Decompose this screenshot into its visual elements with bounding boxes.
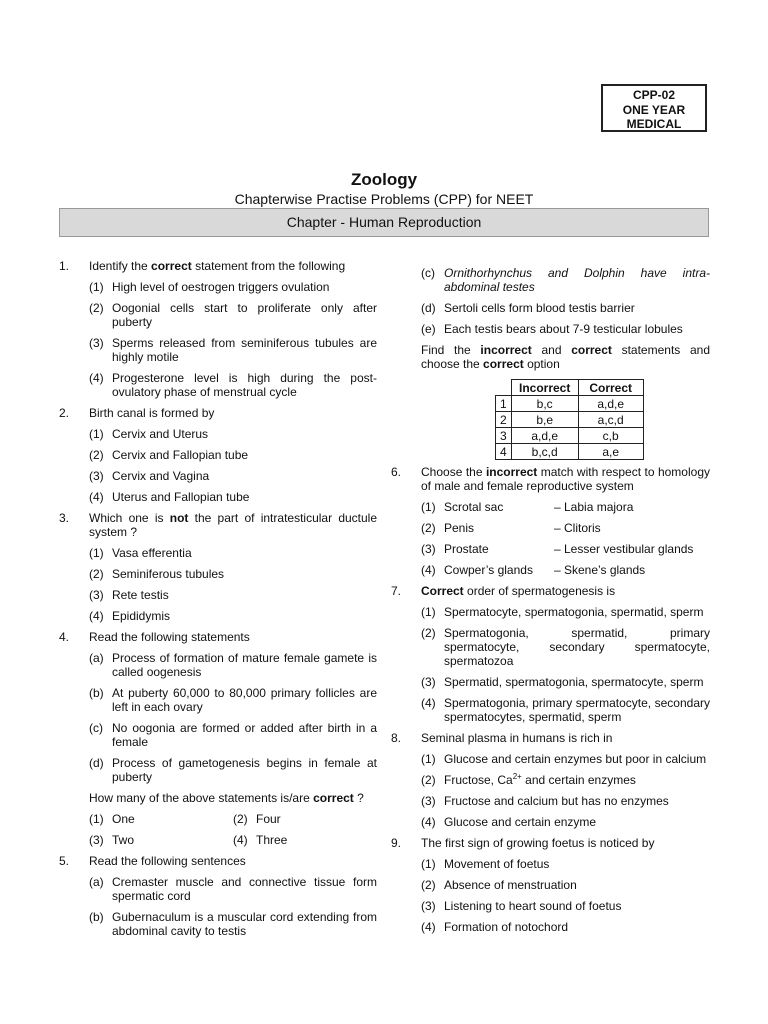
statement: (d) Process of gametogenesis begins in female at puberty <box>89 756 377 784</box>
match-option: (1) Scrotal sac – Labia majora <box>421 500 634 514</box>
match-option: (3) Prostate – Lesser vestibular glands <box>421 542 694 556</box>
option: (1) Cervix and Uterus <box>89 427 209 441</box>
course-tag-box <box>601 84 707 132</box>
match-option: (2) Penis – Clitoris <box>421 521 601 535</box>
statement: (b) Gubernaculum is a muscular cord extending from abdominal cavity to testis <box>89 910 377 938</box>
question-stem: Which one is not the part of intratesticular ductule system ? <box>89 511 378 539</box>
option: (1) Glucose and certain enzymes but poor in calcium <box>421 752 707 766</box>
question-stem: The first sign of growing foetus is noticed by <box>421 836 655 850</box>
option: (4) Three <box>233 833 288 847</box>
question-number: 9. <box>391 836 402 850</box>
statement: (d) Sertoli cells form blood testis barrier <box>421 301 635 315</box>
question-stem: Read the following sentences <box>89 854 246 868</box>
option: (2) Four <box>233 812 281 826</box>
course-duration: ONE YEAR <box>622 102 686 117</box>
question-stem: Birth canal is formed by <box>89 406 215 420</box>
question-4 <box>59 630 377 847</box>
question-3 <box>59 511 377 623</box>
option: (3) Fructose and calcium but has no enzymes <box>421 794 669 808</box>
option: (4) Progesterone level is high during the post-ovulatory phase of menstrual cycle <box>89 371 377 399</box>
answer-table <box>495 379 644 460</box>
chapter-banner: Chapter - Human Reproduction <box>59 208 709 237</box>
table-row: 1 b,c a,d,e <box>496 396 644 412</box>
options-grid <box>89 812 377 847</box>
course-stream: MEDICAL <box>626 117 682 131</box>
question-6 <box>391 465 710 577</box>
right-column <box>391 259 710 941</box>
option: (4) Glucose and certain enzyme <box>421 815 597 829</box>
question-stem: Read the following statements <box>89 630 250 644</box>
option: (1) One <box>89 812 135 826</box>
option: (4) Epididymis <box>89 609 171 623</box>
option: (2) Seminiferous tubules <box>89 567 225 581</box>
question-5 <box>59 854 377 938</box>
option: (4) Formation of notochord <box>421 920 569 934</box>
statement: (b) At puberty 60,000 to 80,000 primary follicles are left in each ovary <box>89 686 377 714</box>
question-stem: Seminal plasma in humans is rich in <box>421 731 613 745</box>
left-column <box>59 259 377 945</box>
question-7 <box>391 584 710 724</box>
option: (1) Movement of foetus <box>421 857 550 871</box>
question-stem: Identify the correct statement from the following <box>89 259 346 273</box>
statement: (c) No oogonia are formed or added after birth in a female <box>89 721 377 749</box>
match-option: (4) Cowper’s glands – Skene’s glands <box>421 563 646 577</box>
question-2 <box>59 406 377 504</box>
option: (3) Listening to heart sound of foetus <box>421 899 622 913</box>
option: (2) Cervix and Fallopian tube <box>89 448 249 462</box>
subject-title: Zoology <box>350 170 418 189</box>
option: (1) High level of oestrogen triggers ovulation <box>89 280 330 294</box>
option: (3) Two <box>89 833 135 847</box>
question-number: 3. <box>59 511 70 525</box>
option: (2) Oogonial cells start to proliferate only after puberty <box>89 301 377 329</box>
question-number: 5. <box>59 854 70 868</box>
option: (2) Spermatogonia, spermatid, primary spermatocyte, secondary spermatocyte, spermatozoa <box>421 626 710 668</box>
question-stem: Correct order of spermatogenesis is <box>421 584 616 598</box>
option: (3) Spermatid, spermatogonia, spermatocyte, sperm <box>421 675 704 689</box>
question-number: 1. <box>59 259 70 273</box>
statement: (a) Cremaster muscle and connective tissue form spermatic cord <box>89 875 377 903</box>
statement: (e) Each testis bears about 7-9 testicular lobules <box>421 322 683 336</box>
table-corner-cell <box>496 380 512 396</box>
question-number: 4. <box>59 630 70 644</box>
statement: (c) Ornithorhynchus and Dolphin have intra-abdominal testes <box>421 266 710 294</box>
question-stem: Choose the incorrect match with respect to homology of male and female reproductive system <box>421 465 710 493</box>
option: (3) Sperms released from seminiferous tubules are highly motile <box>89 336 377 364</box>
question-number: 7. <box>391 584 402 598</box>
statement: (a) Process of formation of mature female gamete is called oogenesis <box>89 651 377 679</box>
table-row: 4 b,c,d a,e <box>496 444 644 460</box>
table-row: 3 a,d,e c,b <box>496 428 644 444</box>
table-header-row <box>496 380 644 396</box>
option: (4) Uterus and Fallopian tube <box>89 490 250 504</box>
question-number: 8. <box>391 731 402 745</box>
question-prompt: Find the incorrect and correct statements and choose the correct option <box>421 343 710 371</box>
question-8 <box>391 731 710 829</box>
option: (1) Spermatocyte, spermatogonia, spermatid, sperm <box>421 605 704 619</box>
column-header: Correct <box>578 380 643 396</box>
option: (3) Cervix and Vagina <box>89 469 210 483</box>
question-1 <box>59 259 377 399</box>
option: (1) Vasa efferentia <box>89 546 192 560</box>
column-header: Incorrect <box>511 380 578 396</box>
option: (2) Fructose, $Ca^{2+}$ and certain enzymes <box>421 772 636 787</box>
course-code: CPP-02 <box>632 88 676 102</box>
option: (4) Spermatogonia, primary spermatocyte, secondary spermatocytes, spermatid, sperm <box>421 696 710 724</box>
option: (3) Rete testis <box>89 588 169 602</box>
question-5-continued <box>391 266 710 460</box>
option: (2) Absence of menstruation <box>421 878 577 892</box>
question-9 <box>391 836 710 934</box>
table-row: 2 b,e a,c,d <box>496 412 644 428</box>
document-subtitle: Chapterwise Practise Problems (CPP) for NEET <box>234 191 534 207</box>
question-number: 2. <box>59 406 70 420</box>
question-number: 6. <box>391 465 402 479</box>
question-prompt: How many of the above statements is/are correct ? <box>89 791 364 805</box>
